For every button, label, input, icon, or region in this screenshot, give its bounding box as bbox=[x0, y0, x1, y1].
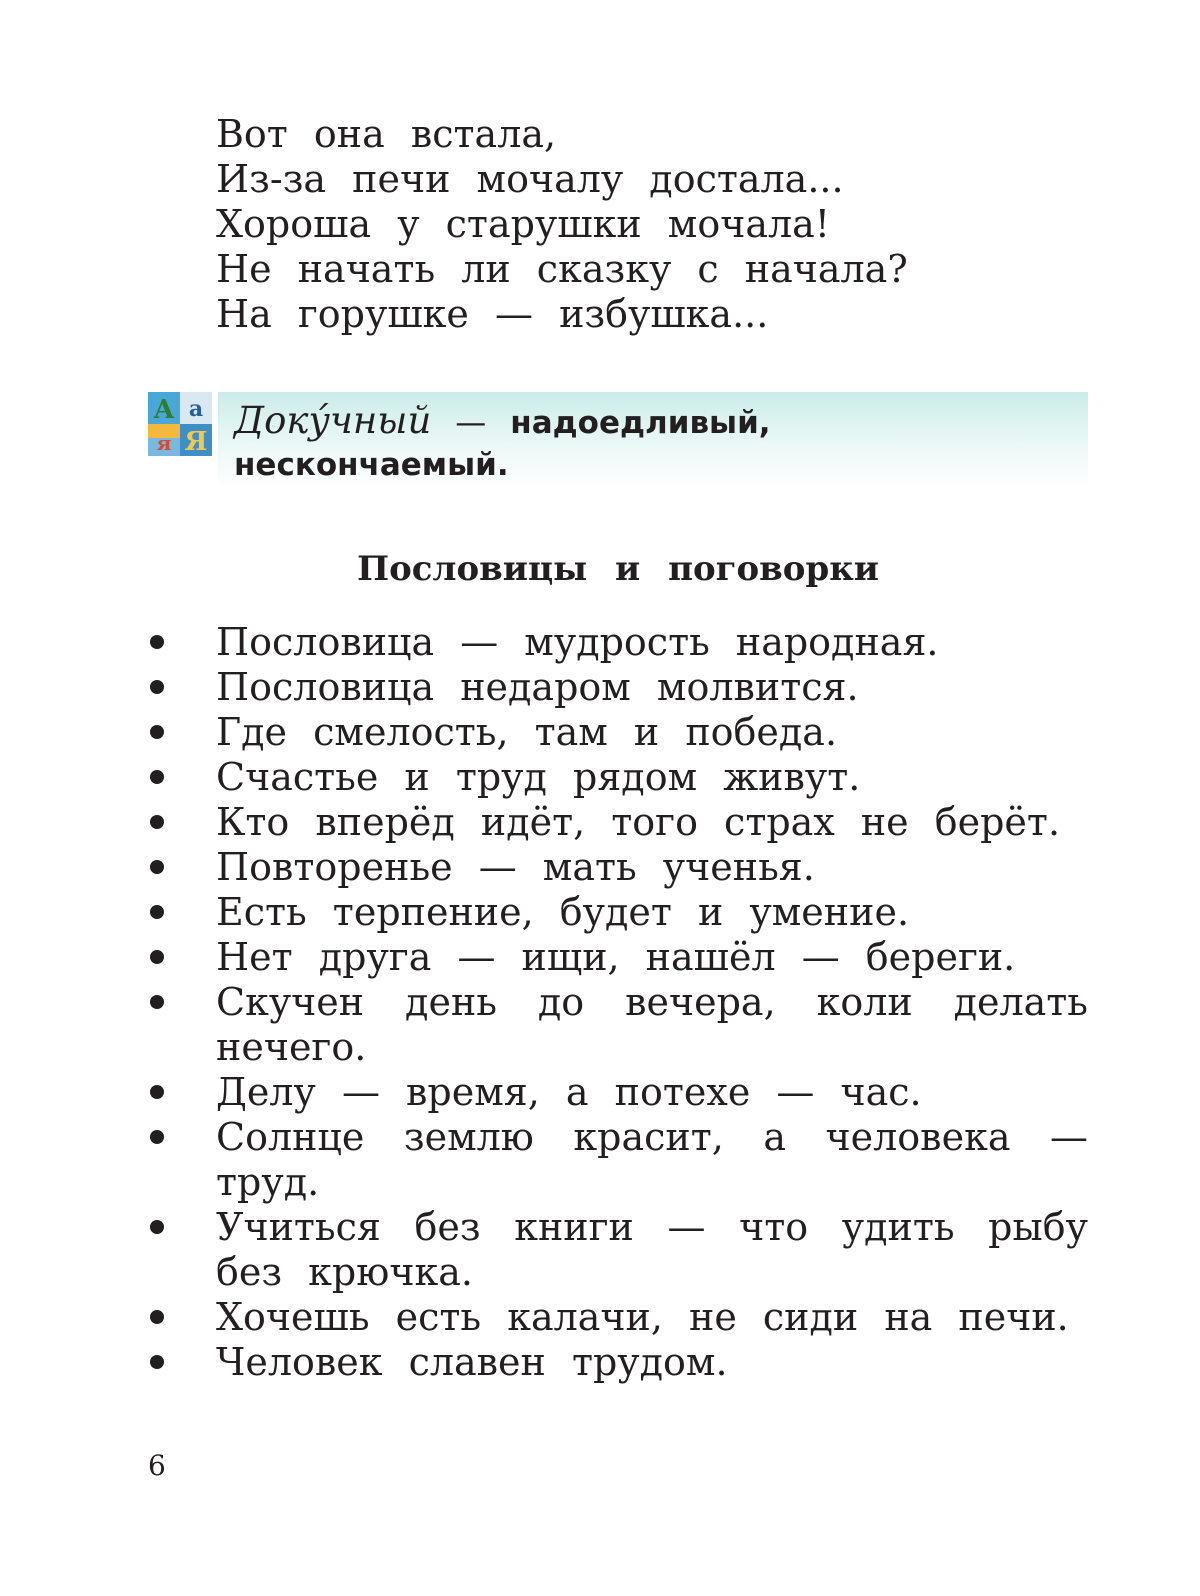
poem bbox=[216, 112, 1086, 337]
bullet-icon bbox=[150, 995, 164, 1009]
proverb-text: Пословица — мудрость народная. bbox=[216, 620, 939, 664]
proverb-text: Нет друга — ищи, нашёл — береги. bbox=[216, 935, 1016, 979]
bullet-icon bbox=[150, 1355, 164, 1369]
proverb-text: Есть терпение, будет и умение. bbox=[216, 890, 910, 934]
abc-letter: Я bbox=[184, 427, 208, 456]
abc-letter: я bbox=[156, 431, 172, 455]
poem-line: Из-за печи мочалу достала... bbox=[216, 157, 844, 201]
list-item bbox=[148, 755, 1088, 800]
bullet-icon bbox=[150, 1130, 164, 1144]
poem-line: Хороша у старушки мочала! bbox=[216, 202, 831, 246]
poem-line: Не начать ли сказку с начала? bbox=[216, 247, 908, 291]
proverb-text: Человек славен трудом. bbox=[216, 1340, 728, 1384]
proverb-text: Учиться без книги — что удить рыбу без крючка. bbox=[216, 1205, 1088, 1294]
abc-letters-icon bbox=[148, 392, 212, 456]
glossary-term: Доку́чный bbox=[234, 399, 432, 442]
proverb-text: Скучен день до вечера, коли делать нечего. bbox=[216, 980, 1088, 1069]
abc-letter: А bbox=[153, 395, 175, 425]
bullet-icon bbox=[150, 905, 164, 919]
list-item bbox=[148, 800, 1088, 845]
list-item bbox=[148, 665, 1088, 710]
list-item bbox=[148, 1070, 1088, 1115]
glossary-entry bbox=[234, 400, 1074, 486]
proverb-list bbox=[148, 620, 1088, 1385]
bullet-icon bbox=[150, 1220, 164, 1234]
poem-line: Вот она встала, bbox=[216, 112, 557, 156]
bullet-icon bbox=[150, 950, 164, 964]
list-item bbox=[148, 1115, 1088, 1205]
glossary-definition: надоедливый, нескончаемый. bbox=[234, 405, 771, 483]
proverb-text: Солнце землю красит, а человека — труд. bbox=[216, 1115, 1088, 1204]
bullet-icon bbox=[150, 635, 164, 649]
bullet-icon bbox=[150, 725, 164, 739]
bullet-icon bbox=[150, 770, 164, 784]
glossary-dash: — bbox=[455, 405, 487, 441]
list-item bbox=[148, 1205, 1088, 1295]
proverb-text: Где смелость, там и победа. bbox=[216, 710, 838, 754]
bullet-icon bbox=[150, 1085, 164, 1099]
proverb-text: Повторенье — мать ученья. bbox=[216, 845, 815, 889]
list-item bbox=[148, 935, 1088, 980]
list-item bbox=[148, 890, 1088, 935]
list-item bbox=[148, 1295, 1088, 1340]
list-item bbox=[148, 620, 1088, 665]
list-item bbox=[148, 710, 1088, 755]
bullet-icon bbox=[150, 680, 164, 694]
proverb-text: Кто вперёд идёт, того страх не берёт. bbox=[216, 800, 1061, 844]
proverb-text: Хочешь есть калачи, не сиди на печи. bbox=[216, 1295, 1069, 1339]
proverb-text: Счастье и труд рядом живут. bbox=[216, 755, 861, 799]
list-item bbox=[148, 980, 1088, 1070]
list-item bbox=[148, 845, 1088, 890]
list-item bbox=[148, 1340, 1088, 1385]
proverb-text: Делу — время, а потехе — час. bbox=[216, 1070, 922, 1114]
bullet-icon bbox=[150, 815, 164, 829]
abc-letter: а bbox=[188, 396, 204, 422]
proverb-text: Пословица недаром молвится. bbox=[216, 665, 859, 709]
bullet-icon bbox=[150, 1310, 164, 1324]
page-number: 6 bbox=[148, 1449, 166, 1482]
glossary-box bbox=[148, 392, 1088, 492]
bullet-icon bbox=[150, 860, 164, 874]
section-title: Пословицы и поговорки bbox=[357, 549, 879, 589]
poem-line: На горушке — избушка... bbox=[216, 292, 769, 336]
